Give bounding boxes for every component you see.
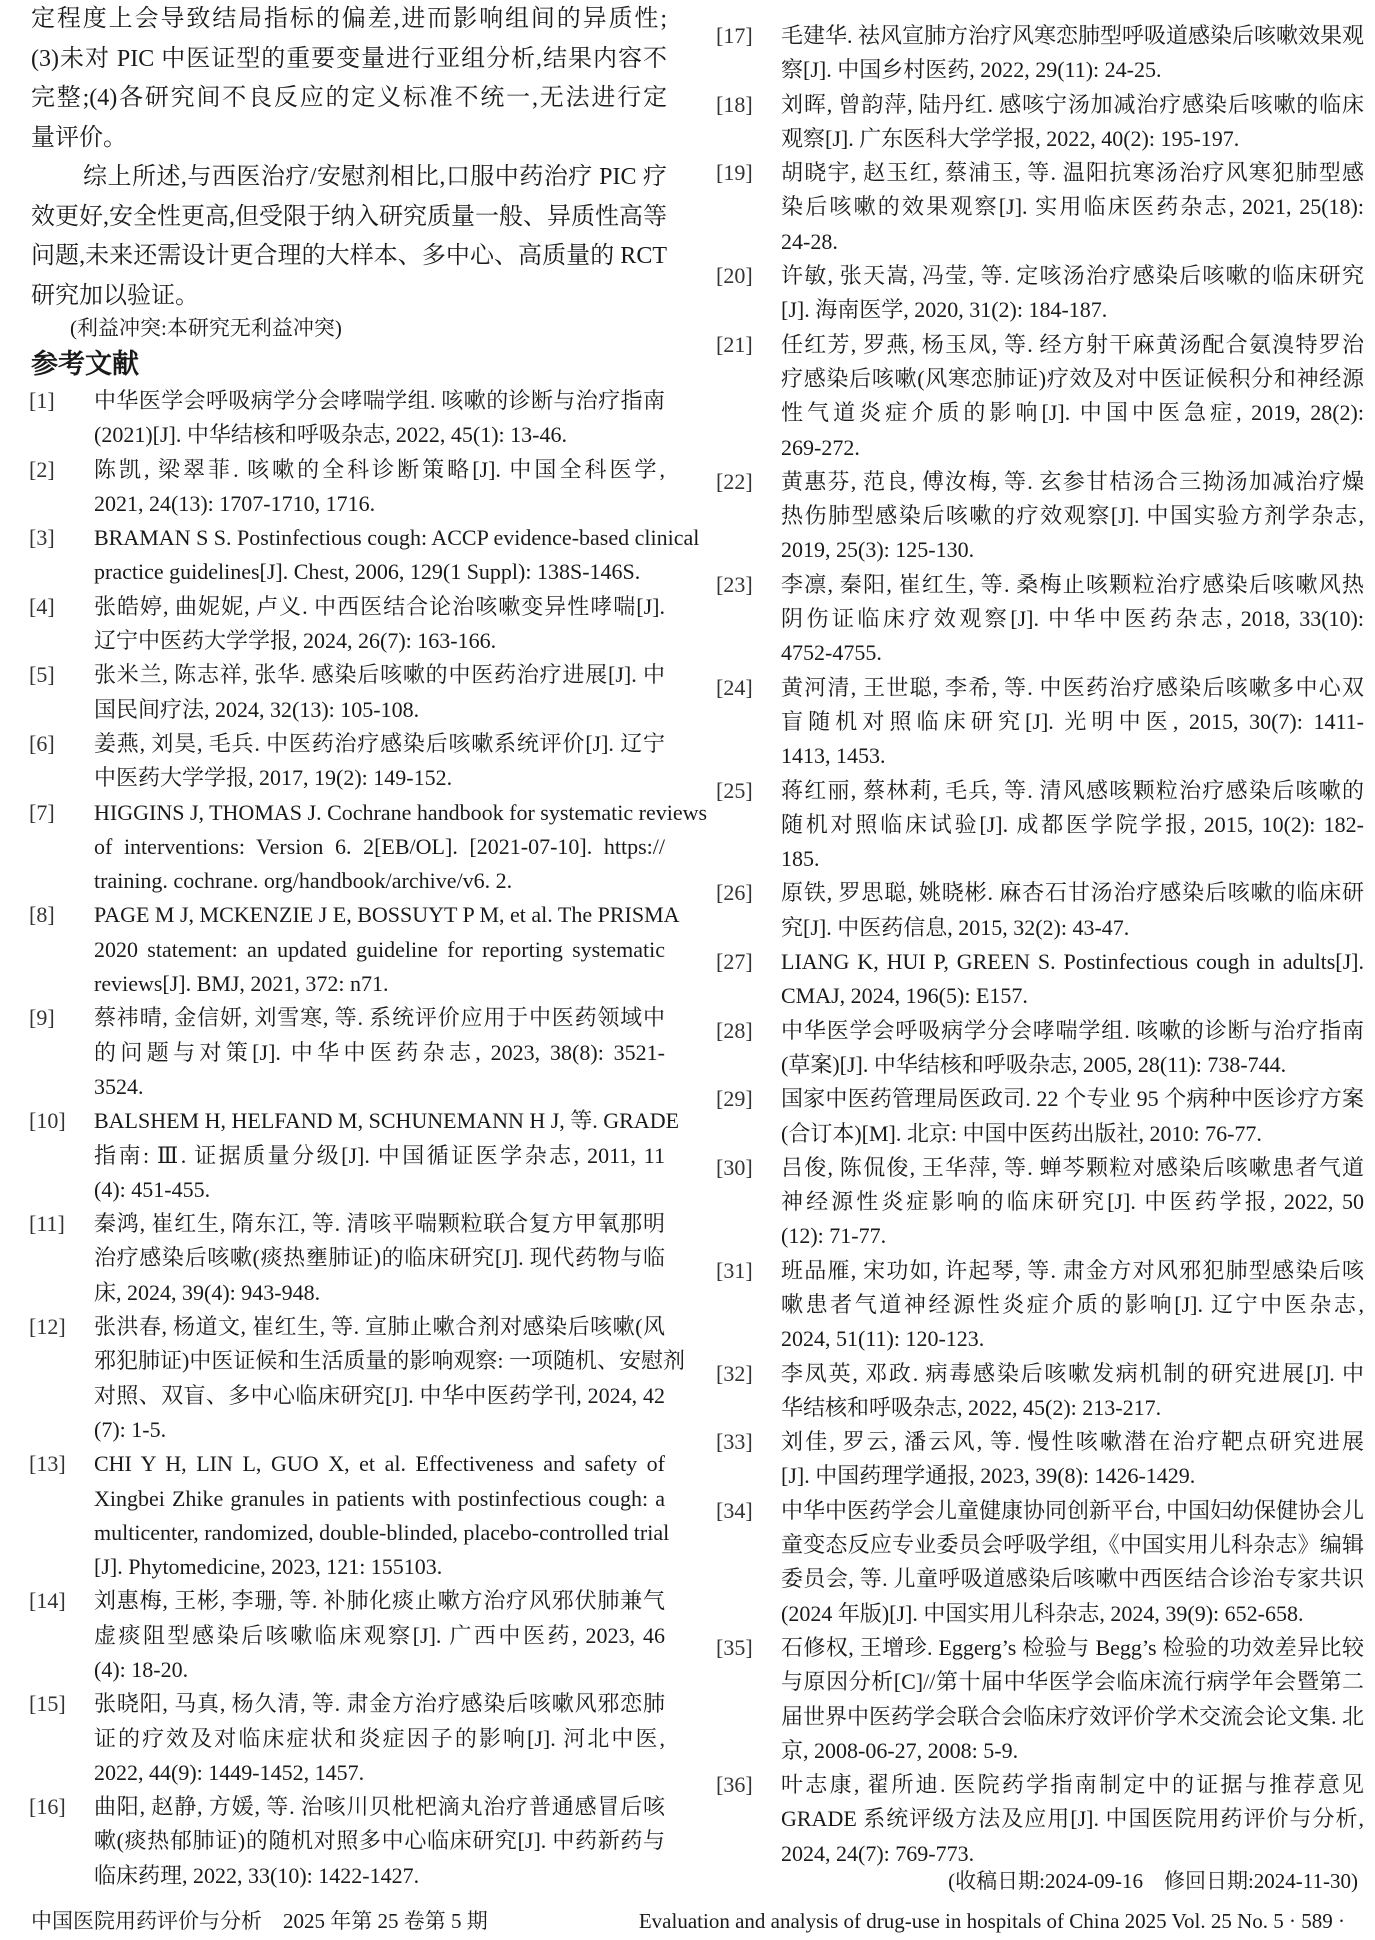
body-text xyxy=(31,0,667,316)
reference-line: 吕俊, 陈侃俊, 王华萍, 等. 蝉芩颗粒对感染后咳嗽患者气道 xyxy=(781,1154,1364,1180)
reference-line: 张晓阳, 马真, 杨久清, 等. 肃金方治疗感染后咳嗽风邪恋肺 xyxy=(94,1691,665,1717)
reference-item xyxy=(716,156,1364,259)
reference-item xyxy=(29,1584,665,1687)
reference-text xyxy=(94,1790,665,1893)
reference-text xyxy=(781,1631,1364,1768)
reference-number: [32] xyxy=(716,1360,753,1386)
reference-text xyxy=(94,521,700,590)
reference-number: [2] xyxy=(29,456,55,482)
reference-text xyxy=(781,1425,1364,1494)
reference-number: [30] xyxy=(716,1154,753,1180)
reference-line: 2024, 24(7): 769-773. xyxy=(781,1840,975,1866)
reference-line: (12): 71-77. xyxy=(781,1223,887,1249)
reference-text xyxy=(94,727,665,796)
reference-line: multicenter, randomized, double-blinded, placebo-controlled trial xyxy=(94,1519,670,1545)
reference-line: 嗽患者气道神经源性炎症介质的影响[J]. 辽宁中医杂志, xyxy=(781,1291,1364,1317)
reference-line: 中华医学会呼吸病学分会哮喘学组. 咳嗽的诊断与治疗指南 xyxy=(94,388,665,413)
reference-line: 2022, 44(9): 1449-1452, 1457. xyxy=(94,1759,365,1785)
reference-line: of interventions: Version 6. 2[EB/OL]. [2021-07-10]. https:// xyxy=(94,833,665,859)
text-line: 量评价。 xyxy=(31,124,127,151)
reference-number: [22] xyxy=(716,468,753,494)
reference-text xyxy=(781,1768,1364,1871)
reference-line: 中华医学会呼吸病学分会哮喘学组. 咳嗽的诊断与治疗指南 xyxy=(781,1017,1364,1043)
reference-item xyxy=(29,590,665,659)
reference-line: 对照、双盲、多中心临床研究[J]. 中华中医药学刊, 2024, 42 xyxy=(94,1382,665,1408)
reference-item xyxy=(29,1687,665,1790)
reference-item xyxy=(29,521,700,590)
reference-line: 1413, 1453. xyxy=(781,743,886,769)
reference-number: [21] xyxy=(716,331,753,357)
reference-line: PAGE M J, MCKENZIE J E, BOSSUYT P M, et al. The PRISMA xyxy=(94,902,680,928)
paragraph xyxy=(31,158,667,316)
reference-item xyxy=(716,1425,1364,1494)
reference-text xyxy=(94,1310,685,1447)
reference-line: 指南: Ⅲ. 证据质量分级[J]. 中国循证医学杂志, 2011, 11 xyxy=(94,1142,665,1168)
reference-line: 届世界中医药学会联合会临床疗效评价学术交流会论文集. 北 xyxy=(781,1703,1365,1729)
reference-line: 床, 2024, 39(4): 943-948. xyxy=(94,1279,321,1305)
reference-line: 任红芳, 罗燕, 杨玉凤, 等. 经方射干麻黄汤配合氨溴特罗治 xyxy=(781,331,1364,357)
reference-number: [23] xyxy=(716,571,753,597)
reference-line: 神经源性炎症影响的临床研究[J]. 中医药学报, 2022, 50 xyxy=(781,1189,1364,1215)
reference-item xyxy=(29,1447,670,1584)
reference-item xyxy=(29,1001,665,1104)
reference-number: [31] xyxy=(716,1257,753,1283)
text-line: 综上所述,与西医治疗/安慰剂相比,口服中药治疗 PIC 疗 xyxy=(83,164,667,190)
text-line: 效更好,安全性更高,但受限于纳入研究质量一般、异质性高等 xyxy=(31,203,667,230)
reference-line: practice guidelines[J]. Chest, 2006, 129(1 Suppl): 138S-146S. xyxy=(94,559,641,585)
reference-text xyxy=(94,658,665,727)
reference-text xyxy=(781,1014,1364,1083)
reference-line: 李凤英, 邓政. 病毒感染后咳嗽发病机制的研究进展[J]. 中 xyxy=(781,1360,1364,1386)
reference-line: 秦鸿, 崔红生, 隋东江, 等. 清咳平喘颗粒联合复方甲氧那明 xyxy=(94,1211,665,1237)
reference-line: 国民间疗法, 2024, 32(13): 105-108. xyxy=(94,696,420,722)
reference-line: 黄河清, 王世聪, 李希, 等. 中医药治疗感染后咳嗽多中心双 xyxy=(781,674,1364,700)
reference-item xyxy=(29,1104,680,1207)
reference-text xyxy=(781,568,1364,671)
reference-line: (7): 1-5. xyxy=(94,1416,167,1442)
reference-line: 京, 2008-06-27, 2008: 5-9. xyxy=(781,1737,1019,1763)
reference-line: (合订本)[M]. 北京: 中国中医药出版社, 2010: 76-77. xyxy=(781,1120,1262,1146)
reference-text xyxy=(781,1357,1364,1426)
references-heading: 参考文献 xyxy=(31,349,139,380)
reference-line: GRADE 系统评级方法及应用[J]. 中国医院用药评价与分析, xyxy=(781,1806,1364,1832)
reference-text xyxy=(781,259,1364,328)
reference-number: [36] xyxy=(716,1772,753,1798)
reference-number: [33] xyxy=(716,1429,753,1455)
reference-line: 性气道炎症介质的影响[J]. 中国中医急症, 2019, 28(2): xyxy=(781,400,1364,426)
reference-text xyxy=(781,671,1364,774)
reference-line: 随机对照临床试验[J]. 成都医学院学报, 2015, 10(2): 182- xyxy=(781,811,1364,837)
reference-item xyxy=(716,1151,1364,1254)
reference-line: 观察[J]. 广东医科大学学报, 2022, 40(2): 195-197. xyxy=(781,125,1240,151)
text-line: 问题,未来还需设计更合理的大样本、多中心、高质量的 RCT xyxy=(31,243,667,269)
reference-line: 邪犯肺证)中医证候和生活质量的影响观察: 一项随机、安慰剂 xyxy=(94,1348,685,1374)
reference-item xyxy=(29,898,680,1001)
reference-line: 的问题与对策[J]. 中华中医药杂志, 2023, 38(8): 3521- xyxy=(94,1039,665,1065)
reference-item xyxy=(29,384,665,453)
reference-text xyxy=(94,1447,670,1584)
reference-line: reviews[J]. BMJ, 2021, 372: n71. xyxy=(94,971,389,997)
reference-line: 2021, 24(13): 1707-1710, 1716. xyxy=(94,490,376,516)
text-line: 研究加以验证。 xyxy=(31,282,199,309)
reference-line: 张米兰, 陈志祥, 张华. 感染后咳嗽的中医药治疗进展[J]. 中 xyxy=(94,662,665,688)
reference-line: 185. xyxy=(781,846,820,872)
reference-text xyxy=(94,384,665,453)
references-list-right xyxy=(716,19,1364,1871)
conflict-of-interest-statement: (利益冲突:本研究无利益冲突) xyxy=(70,316,342,340)
reference-number: [16] xyxy=(29,1794,66,1820)
reference-line: 华结核和呼吸杂志, 2022, 45(2): 213-217. xyxy=(781,1394,1162,1420)
reference-text xyxy=(781,945,1364,1014)
reference-number: [9] xyxy=(29,1005,55,1031)
reference-item xyxy=(716,88,1364,157)
reference-number: [35] xyxy=(716,1634,753,1660)
reference-item xyxy=(716,1768,1364,1871)
reference-line: 察[J]. 中国乡村医药, 2022, 29(11): 24-25. xyxy=(781,57,1162,83)
reference-line: 黄惠芬, 范良, 傅汝梅, 等. 玄参甘桔汤合三拗汤加减治疗燥 xyxy=(781,468,1364,494)
reference-number: [28] xyxy=(716,1017,753,1043)
reference-number: [18] xyxy=(716,91,753,117)
reference-line: 临床药理, 2022, 33(10): 1422-1427. xyxy=(94,1862,420,1888)
reference-line: (4): 451-455. xyxy=(94,1176,211,1202)
reference-text xyxy=(781,19,1364,88)
reference-item xyxy=(29,796,708,899)
reference-line: 治疗感染后咳嗽(痰热壅肺证)的临床研究[J]. 现代药物与临 xyxy=(94,1245,665,1271)
reference-line: HIGGINS J, THOMAS J. Cochrane handbook for systematic reviews xyxy=(94,799,708,825)
reference-item xyxy=(716,1494,1364,1631)
reference-text xyxy=(94,1207,665,1310)
reference-text xyxy=(781,1082,1364,1151)
reference-item xyxy=(29,1790,665,1893)
reference-item xyxy=(716,568,1364,671)
reference-line: BRAMAN S S. Postinfectious cough: ACCP evidence-based clinical xyxy=(94,525,700,551)
footer-journal-english-page: Evaluation and analysis of drug-use in hospitals of China 2025 Vol. 25 No. 5 · 589 · xyxy=(638,1909,1345,1933)
reference-line: 证的疗效及对临床症状和炎症因子的影响[J]. 河北中医, xyxy=(94,1725,665,1751)
reference-line: 嗽(痰热郁肺证)的随机对照多中心临床研究[J]. 中药新药与 xyxy=(94,1828,665,1854)
reference-number: [24] xyxy=(716,674,753,700)
reference-line: 2020 statement: an updated guideline for reporting systematic xyxy=(94,936,665,962)
reference-line: 李凛, 秦阳, 崔红生, 等. 桑梅止咳颗粒治疗感染后咳嗽风热 xyxy=(781,571,1364,597)
reference-line: 盲随机对照临床研究[J]. 光明中医, 2015, 30(7): 1411- xyxy=(781,708,1364,734)
reference-text xyxy=(781,328,1364,465)
reference-item xyxy=(716,945,1364,1014)
reference-line: 染后咳嗽的效果观察[J]. 实用临床医药杂志, 2021, 25(18): xyxy=(781,194,1364,220)
reference-number: [34] xyxy=(716,1497,753,1523)
reference-text xyxy=(94,590,665,659)
reference-text xyxy=(94,796,708,899)
reference-item xyxy=(716,465,1364,568)
reference-item xyxy=(716,19,1364,88)
reference-number: [10] xyxy=(29,1108,66,1134)
reference-line: 刘佳, 罗云, 潘云风, 等. 慢性咳嗽潜在治疗靶点研究进展 xyxy=(781,1429,1364,1455)
reference-item xyxy=(716,1082,1364,1151)
reference-line: 张皓婷, 曲妮妮, 卢义. 中西医结合论治咳嗽变异性哮喘[J]. xyxy=(94,593,665,619)
reference-line: 热伤肺型感染后咳嗽的疗效观察[J]. 中国实验方剂学杂志, xyxy=(781,503,1364,529)
reference-number: [19] xyxy=(716,160,753,186)
reference-number: [1] xyxy=(29,388,55,413)
received-revised-dates: (收稿日期:2024-09-16 修回日期:2024-11-30) xyxy=(948,1869,1358,1893)
text-line: 定程度上会导致结局指标的偏差,进而影响组间的异质性; xyxy=(31,6,667,32)
reference-text xyxy=(94,1001,665,1104)
reference-text xyxy=(781,156,1364,259)
reference-item xyxy=(716,671,1364,774)
reference-line: 阴伤证临床疗效观察[J]. 中华中医药杂志, 2018, 33(10): xyxy=(781,606,1364,632)
reference-line: 原铁, 罗思聪, 姚晓彬. 麻杏石甘汤治疗感染后咳嗽的临床研 xyxy=(781,880,1364,906)
references-list-left xyxy=(29,384,708,1893)
reference-line: 3524. xyxy=(94,1073,144,1099)
reference-line: 刘惠梅, 王彬, 李珊, 等. 补肺化痰止嗽方治疗风邪伏肺兼气 xyxy=(94,1588,665,1614)
reference-item xyxy=(29,658,665,727)
reference-number: [20] xyxy=(716,263,753,289)
reference-line: 虚痰阻型感染后咳嗽临床观察[J]. 广西中医药, 2023, 46 xyxy=(94,1622,665,1648)
text-line: 完整;(4)各研究间不良反应的定义标准不统一,无法进行定 xyxy=(31,85,667,111)
reference-text xyxy=(94,453,665,522)
reference-item xyxy=(716,1631,1364,1768)
reference-line: 269-272. xyxy=(781,434,860,460)
reference-text xyxy=(781,1151,1364,1254)
reference-line: 姜燕, 刘昊, 毛兵. 中医药治疗感染后咳嗽系统评价[J]. 辽宁 xyxy=(94,730,665,756)
reference-line: 2024, 51(11): 120-123. xyxy=(781,1326,985,1352)
reference-line: 委员会, 等. 儿童呼吸道感染后咳嗽中西医结合诊治专家共识 xyxy=(781,1566,1364,1592)
reference-item xyxy=(29,727,665,796)
reference-line: (2024 年版)[J]. 中国实用儿科杂志, 2024, 39(9): 652-658. xyxy=(781,1600,1304,1626)
reference-number: [14] xyxy=(29,1588,66,1614)
reference-line: (草案)[J]. 中华结核和呼吸杂志, 2005, 28(11): 738-744. xyxy=(781,1051,1287,1077)
reference-line: 陈凯, 梁翠菲. 咳嗽的全科诊断策略[J]. 中国全科医学, xyxy=(94,456,665,482)
reference-line: 国家中医药管理局医政司. 22 个专业 95 个病种中医诊疗方案 xyxy=(781,1086,1364,1112)
reference-line: 中医药大学学报, 2017, 19(2): 149-152. xyxy=(94,765,453,791)
reference-number: [15] xyxy=(29,1691,66,1717)
reference-line: 辽宁中医药大学学报, 2024, 26(7): 163-166. xyxy=(94,628,497,654)
reference-number: [5] xyxy=(29,662,55,688)
reference-line: BALSHEM H, HELFAND M, SCHUNEMANN H J, 等. GRADE xyxy=(94,1108,680,1134)
reference-item xyxy=(29,1207,665,1310)
reference-number: [11] xyxy=(29,1211,65,1237)
paragraph xyxy=(31,0,667,158)
reference-line: CMAJ, 2024, 196(5): E157. xyxy=(781,983,1028,1009)
reference-line: [J]. 中国药理学通报, 2023, 39(8): 1426-1429. xyxy=(781,1463,1196,1489)
reference-text xyxy=(94,1687,665,1790)
reference-line: 童变态反应专业委员会呼吸学组,《中国实用儿科杂志》编辑 xyxy=(781,1532,1364,1558)
reference-text xyxy=(781,876,1364,945)
reference-line: (4): 18-20. xyxy=(94,1656,189,1682)
reference-line: 疗感染后咳嗽(风寒恋肺证)疗效及对中医证候积分和神经源 xyxy=(781,365,1364,391)
reference-text xyxy=(781,774,1364,877)
reference-line: Xingbei Zhike granules in patients with postinfectious cough: a xyxy=(94,1485,665,1511)
reference-line: LIANG K, HUI P, GREEN S. Postinfectious cough in adults[J]. xyxy=(781,949,1364,975)
reference-text xyxy=(94,1104,680,1207)
reference-line: 刘晖, 曾韵萍, 陆丹红. 感咳宁汤加减治疗感染后咳嗽的临床 xyxy=(781,91,1364,117)
reference-line: 24-28. xyxy=(781,228,838,254)
reference-line: 叶志康, 翟所迪. 医院药学指南制定中的证据与推荐意见 xyxy=(781,1772,1364,1798)
reference-line: training. cochrane. org/handbook/archive/v6. 2. xyxy=(94,868,513,894)
reference-number: [3] xyxy=(29,525,55,551)
reference-line: 4752-4755. xyxy=(781,640,882,666)
reference-number: [27] xyxy=(716,949,753,975)
reference-line: 石修权, 王增珍. Eggerg’s 检验与 Begg’s 检验的功效差异比较 xyxy=(781,1634,1364,1660)
reference-line: 2019, 25(3): 125-130. xyxy=(781,537,975,563)
reference-number: [8] xyxy=(29,902,55,928)
reference-text xyxy=(781,1254,1364,1357)
reference-line: 胡晓宇, 赵玉红, 蔡浦玉, 等. 温阳抗寒汤治疗风寒犯肺型感 xyxy=(781,160,1364,186)
reference-number: [26] xyxy=(716,880,753,906)
reference-number: [12] xyxy=(29,1314,66,1340)
reference-item xyxy=(716,876,1364,945)
reference-number: [13] xyxy=(29,1451,66,1477)
reference-number: [29] xyxy=(716,1086,753,1112)
reference-line: 曲阳, 赵静, 方媛, 等. 治咳川贝枇杷滴丸治疗普通感冒后咳 xyxy=(94,1794,665,1820)
reference-text xyxy=(781,1494,1364,1631)
reference-text xyxy=(94,898,680,1001)
reference-item xyxy=(716,1254,1364,1357)
reference-item xyxy=(716,774,1364,877)
reference-number: [25] xyxy=(716,777,753,803)
reference-line: CHI Y H, LIN L, GUO X, et al. Effectiveness and safety of xyxy=(94,1451,665,1477)
reference-text xyxy=(781,88,1364,157)
reference-item xyxy=(29,1310,685,1447)
reference-line: 蒋红丽, 蔡林莉, 毛兵, 等. 清风感咳颗粒治疗感染后咳嗽的 xyxy=(781,777,1364,803)
footer-journal-issue: 中国医院用药评价与分析 2025 年第 25 卷第 5 期 xyxy=(31,1909,488,1933)
reference-line: 许敏, 张天嵩, 冯莹, 等. 定咳汤治疗感染后咳嗽的临床研究 xyxy=(781,263,1364,289)
reference-line: 毛建华. 祛风宣肺方治疗风寒恋肺型呼吸道感染后咳嗽效果观 xyxy=(781,23,1365,48)
reference-text xyxy=(94,1584,665,1687)
reference-number: [4] xyxy=(29,593,55,619)
reference-line: [J]. 海南医学, 2020, 31(2): 184-187. xyxy=(781,297,1108,323)
reference-number: [6] xyxy=(29,730,55,756)
reference-text xyxy=(781,465,1364,568)
reference-line: 蔡祎晴, 金信妍, 刘雪寒, 等. 系统评价应用于中医药领域中 xyxy=(94,1005,665,1031)
text-line: (3)未对 PIC 中医证型的重要变量进行亚组分析,结果内容不 xyxy=(31,45,667,72)
reference-line: 与原因分析[C]//第十届中华医学会临床流行病学年会暨第二 xyxy=(781,1669,1364,1695)
reference-line: [J]. Phytomedicine, 2023, 121: 155103. xyxy=(94,1554,443,1580)
reference-item xyxy=(716,259,1364,328)
reference-number: [17] xyxy=(716,23,753,48)
reference-number: [7] xyxy=(29,799,55,825)
reference-line: 中华中医药学会儿童健康协同创新平台, 中国妇幼保健协会儿 xyxy=(781,1497,1365,1523)
reference-item xyxy=(716,328,1364,465)
reference-item xyxy=(716,1014,1364,1083)
reference-line: 班品雁, 宋功如, 许起琴, 等. 肃金方对风邪犯肺型感染后咳 xyxy=(781,1257,1364,1283)
reference-line: 张洪春, 杨道文, 崔红生, 等. 宣肺止嗽合剂对感染后咳嗽(风 xyxy=(94,1314,665,1340)
reference-item xyxy=(716,1357,1364,1426)
reference-line: (2021)[J]. 中华结核和呼吸杂志, 2022, 45(1): 13-46. xyxy=(94,422,567,448)
reference-item xyxy=(29,453,665,522)
reference-line: 究[J]. 中医药信息, 2015, 32(2): 43-47. xyxy=(781,914,1130,940)
